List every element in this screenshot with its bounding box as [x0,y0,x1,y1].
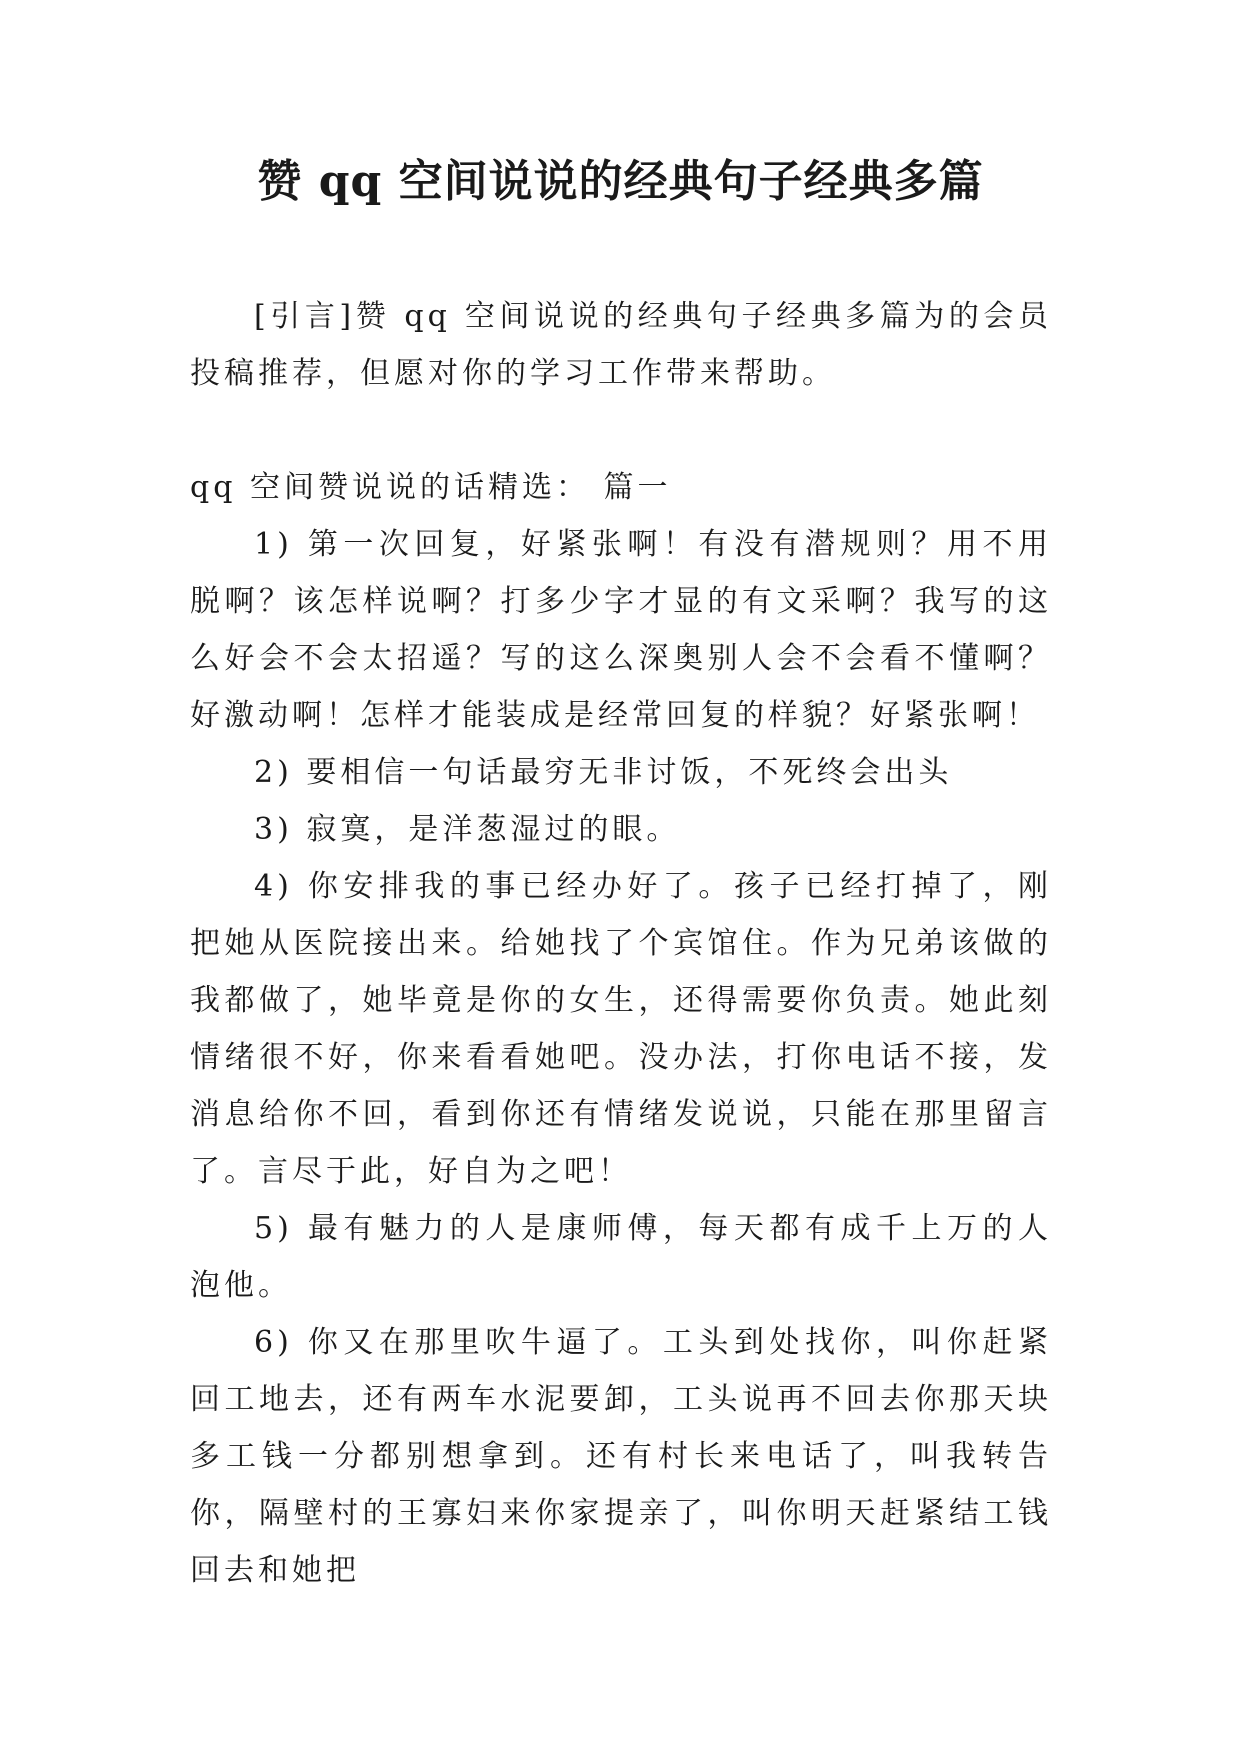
section-heading: qq 空间赞说说的话精选： 篇一 [190,470,672,505]
document-body [190,288,1052,1599]
list-item: 4) 你安排我的事已经办好了。孩子已经打掉了，刚把她从医院接出来。给她找了个宾馆住。作为兄弟该做的我都做了，她毕竟是你的女生，还得需要你负责。她此刻情绪很不好，你来看看她吧。没办法，打你电话不接，发消息给你不回，看到你还有情绪发说说，只能在那里留言了。言尽于此，好自为之吧！ [190,869,1052,1189]
list-item: 5) 最有魅力的人是康师傅，每天都有成千上万的人泡他。 [190,1211,1052,1303]
intro-paragraph: [引言]赞 qq 空间说说的经典句子经典多篇为的会员投稿推荐，但愿对你的学习工作带来帮助。 [190,299,1052,391]
list-item: 6) 你又在那里吹牛逼了。工头到处找你，叫你赶紧回工地去，还有两车水泥要卸，工头说再不回去你那天块多工钱一分都别想拿到。还有村长来电话了，叫我转告你，隔壁村的王寡妇来你家提亲了，叫你明天赶紧结工钱回去和她把 [190,1325,1052,1588]
list-item: 3) 寂寞，是洋葱湿过的眼。 [254,812,681,847]
list-item: 1) 第一次回复，好紧张啊！有没有潜规则？用不用脱啊？该怎样说啊？打多少字才显的有文采啊？我写的这么好会不会太招遥？写的这么深奥别人会不会看不懂啊？好激动啊！怎样才能装成是经常回复的样貌？好紧张啊！ [190,527,1052,733]
list-item: 2) 要相信一句话最穷无非讨饭，不死终会出头 [254,755,953,790]
document-title: 赞 qq 空间说说的经典句子经典多篇 [257,156,984,207]
